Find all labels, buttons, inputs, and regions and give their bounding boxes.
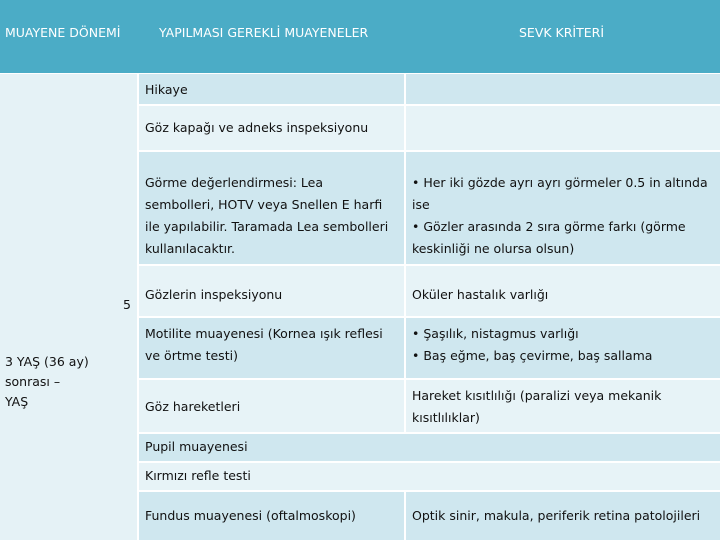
header-period: MUAYENE DÖNEMİ <box>5 25 121 40</box>
header-exams: YAPILMASI GEREKLİ MUAYENELER <box>159 25 369 40</box>
criteria-cell: • Her iki gözde ayrı ayrı görmeler 0.5 in altında ise • Gözler arasında 2 sıra görme farkı (görme keskinliği ne olursa olsun) <box>406 152 720 264</box>
table-row <box>139 106 720 150</box>
table-row <box>139 266 720 316</box>
criteria-cell <box>406 106 720 150</box>
exam-cell: Pupil muayenesi <box>145 439 248 454</box>
exam-cell: Fundus muayenesi (oftalmoskopi) <box>145 508 356 523</box>
table-row <box>139 74 720 104</box>
exam-cell: Hikaye <box>145 82 188 97</box>
criteria-cell: Oküler hastalık varlığı <box>412 287 549 302</box>
table-row <box>139 152 720 264</box>
exam-cell: Kırmızı refle testi <box>145 468 251 483</box>
table-row <box>139 463 720 490</box>
header-referral: SEVK KRİTERİ <box>519 25 605 40</box>
table-row <box>139 492 720 540</box>
criteria-cell <box>406 74 720 104</box>
exam-cell: Göz kapağı ve adneks inspeksiyonu <box>145 120 369 135</box>
period-column <box>0 74 137 540</box>
criteria-cell: Hareket kısıtlılığı (paralizi veya mekanik kısıtlılıklar) <box>406 380 720 432</box>
criteria-cell: Optik sinir, makula, periferik retina patolojileri <box>412 508 701 523</box>
age-number: 5 <box>123 297 131 312</box>
exam-cell: Gözlerin inspeksiyonu <box>145 287 283 302</box>
criteria-cell: • Şaşılık, nistagmus varlığı • Baş eğme, baş çevirme, baş sallama <box>406 318 720 378</box>
age-group-label: 3 YAŞ (36 ay) sonrası – YAŞ <box>5 354 89 409</box>
exam-cell: Görme değerlendirmesi: Lea sembolleri, HOTV veya Snellen E harfi ile yapılabilir. Taramada Lea sembolleri kullanılacaktır. <box>139 152 404 264</box>
exam-cell: Motilite muayenesi (Kornea ışık reflesi ve örtme testi) <box>139 318 404 378</box>
table-row <box>139 318 720 378</box>
table-row <box>139 434 720 461</box>
table-header <box>0 0 720 74</box>
table-row <box>139 380 720 432</box>
exam-cell: Göz hareketleri <box>145 399 241 414</box>
